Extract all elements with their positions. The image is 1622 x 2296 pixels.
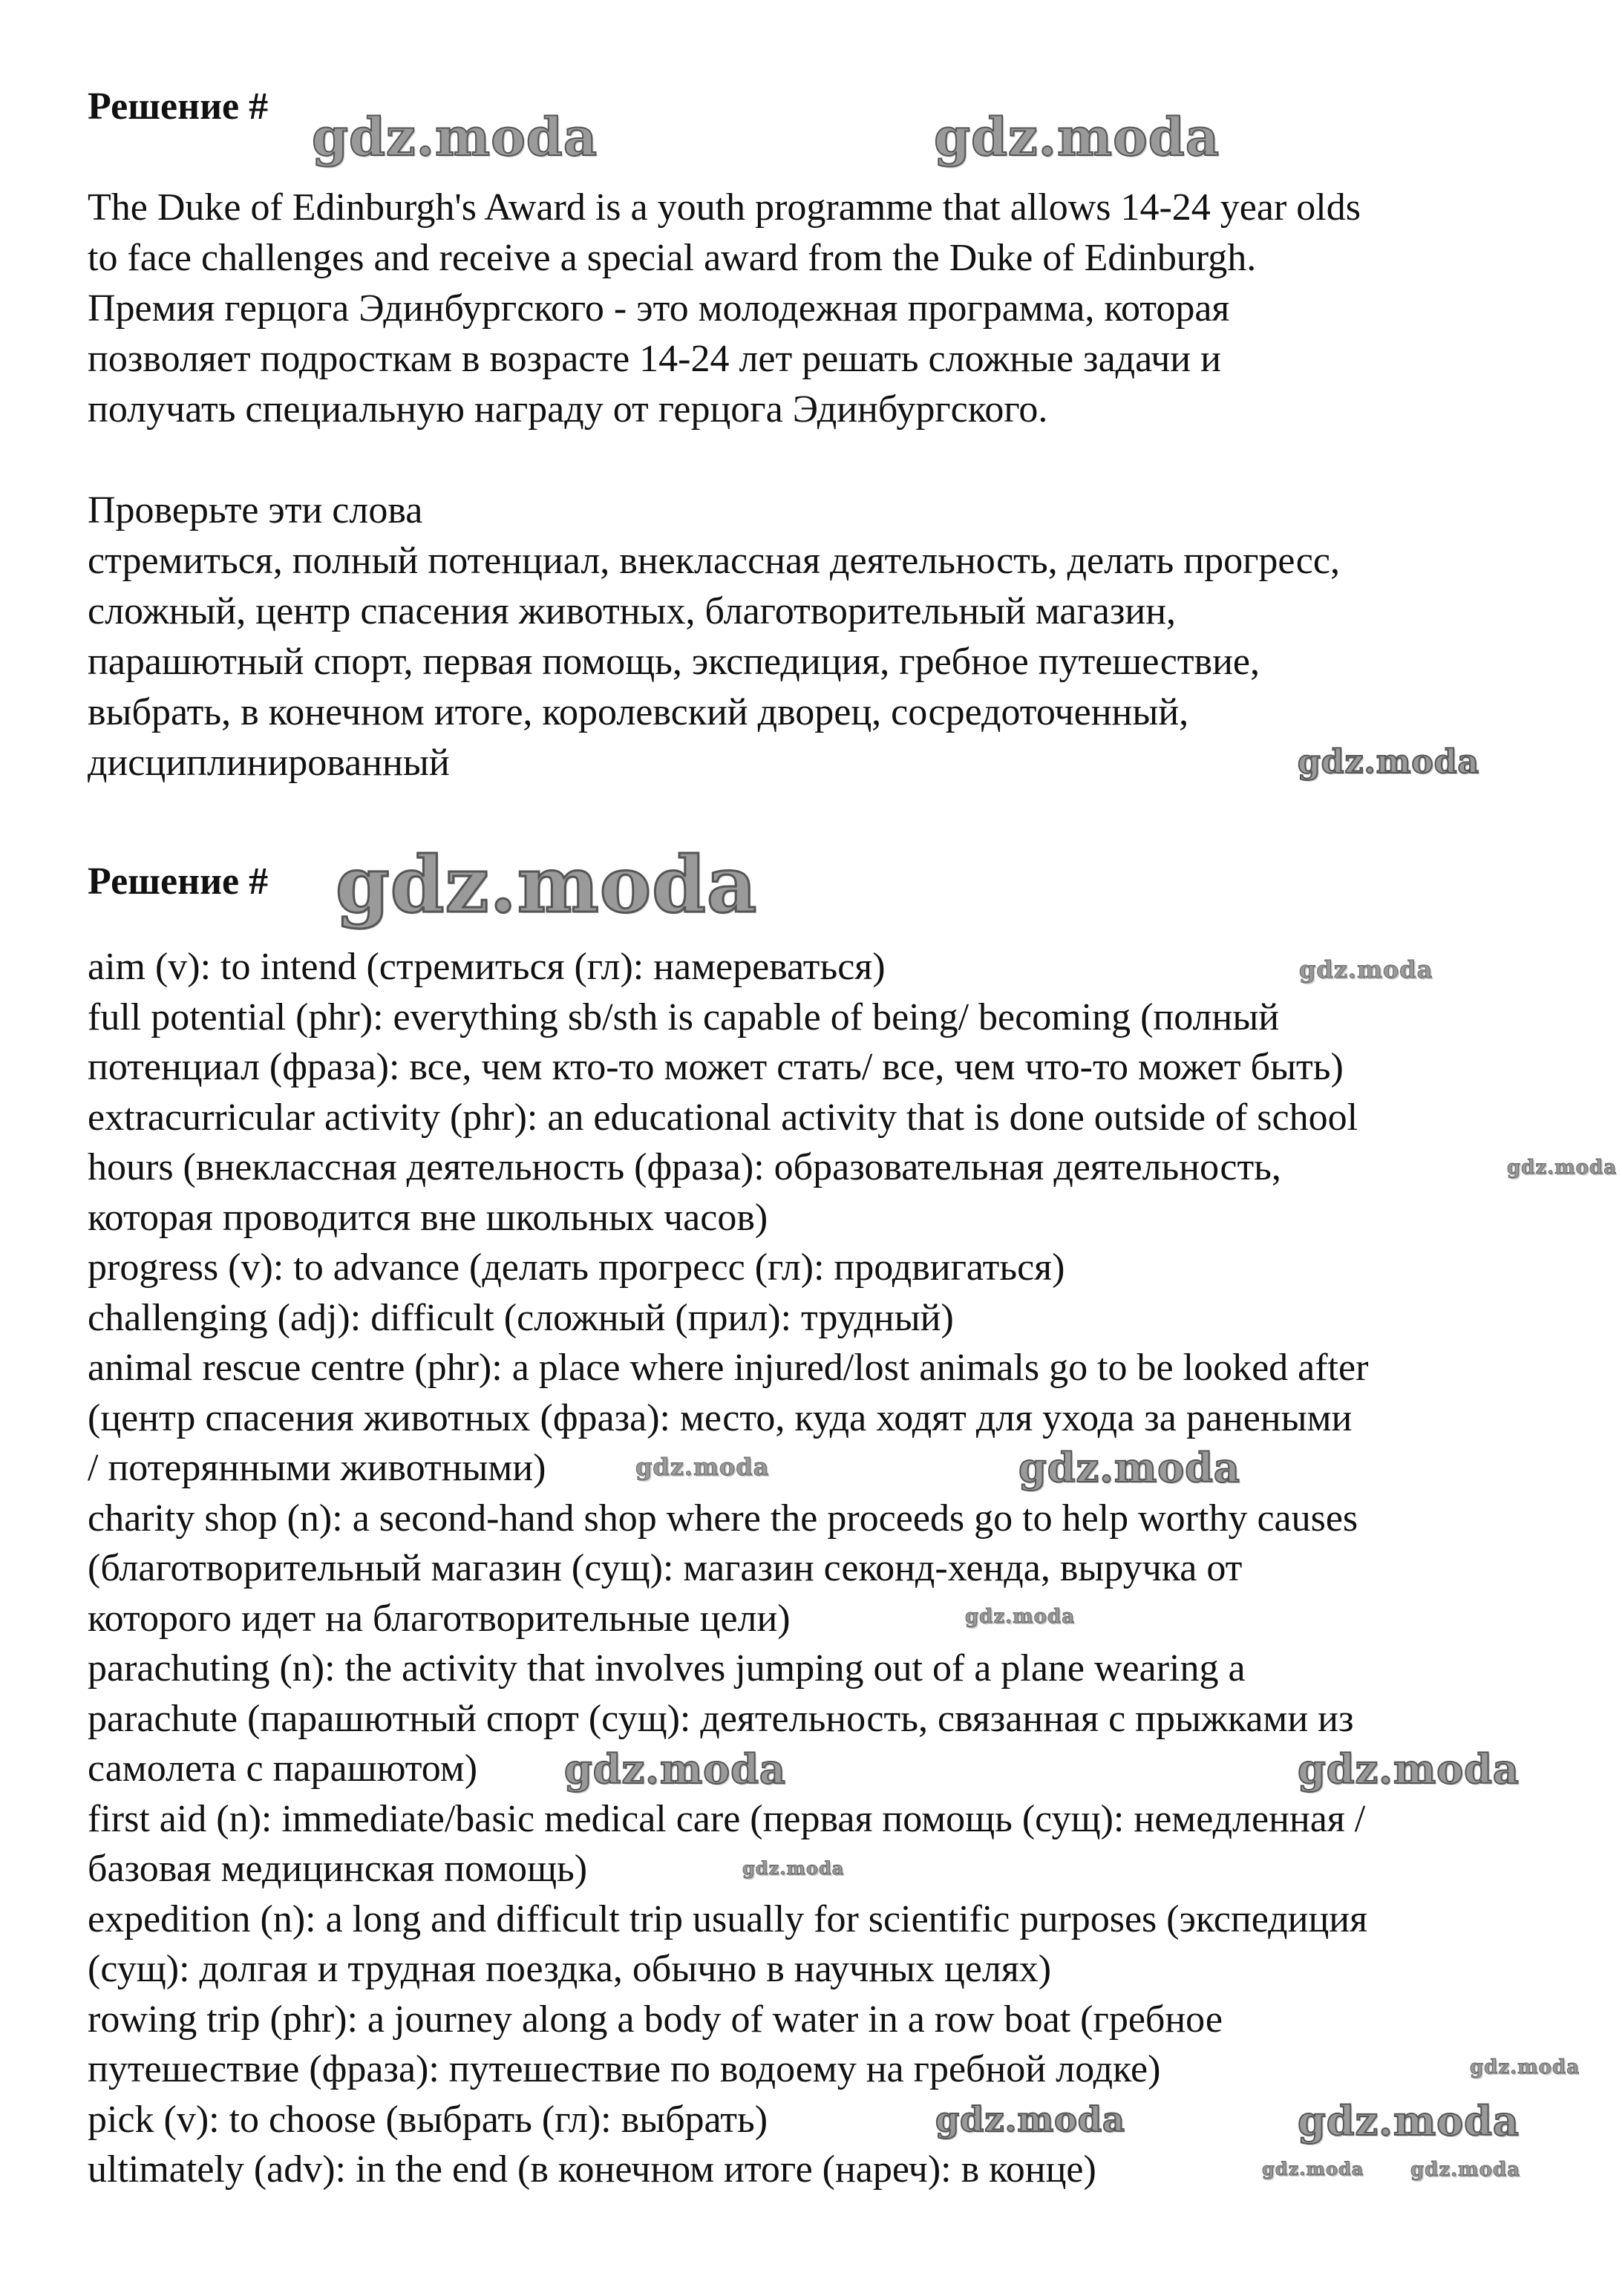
text-line: самолета с парашютом) — [88, 1747, 478, 1790]
watermark: gdz.moda — [1298, 743, 1480, 781]
text-line: expedition (n): a long and difficult trip usually for scientific purposes (экспедиция — [88, 1897, 1368, 1940]
text-line: parachuting (n): the activity that involves jumping out of a plane wearing a — [88, 1647, 1246, 1690]
watermark: gdz.moda — [1262, 2158, 1364, 2179]
text-line: / потерянными животными) — [88, 1447, 546, 1489]
watermark: gdz.moda — [1410, 2159, 1521, 2181]
watermark: gdz.moda — [564, 1745, 786, 1793]
text-line: выбрать, в конечном итоге, королевский дворец, сосредоточенный, — [88, 691, 1189, 733]
section-2-lines — [88, 942, 1602, 2195]
text-line: full potential (phr): everything sb/sth is capable of being/ becoming (полный — [88, 995, 1280, 1039]
text-line: Премия герцога Эдинбургского - это молодежная программа, которая — [88, 287, 1230, 330]
text-line: позволяет подросткам в возрасте 14-24 лет решать сложные задачи и — [88, 338, 1221, 380]
text-line: animal rescue centre (phr): a place where injured/lost animals go to be looked after — [88, 1347, 1369, 1389]
text-line: to face challenges and receive a special award from the Duke of Edinburgh. — [88, 237, 1257, 279]
watermark: gdz.moda — [1298, 2097, 1520, 2145]
text-line: hours (внеклассная деятельность (фраза): образовательная деятельность, — [88, 1146, 1281, 1188]
text-line: The Duke of Edinburgh's Award is a youth programme that allows 14-24 year olds — [88, 186, 1361, 229]
text-line: получать специальную награду от герцога Эдинбургского. — [88, 388, 1048, 431]
text-line: extracurricular activity (phr): an educational activity that is done outside of school — [88, 1096, 1358, 1139]
section-1-lines — [88, 183, 1602, 788]
text-line: которого идет на благотворительные цели) — [88, 1597, 791, 1640]
section-heading: Решение # — [88, 85, 269, 128]
text-line: (центр спасения животных (фраза): место, куда ходят для ухода за ранеными — [88, 1396, 1353, 1439]
watermark: gdz.moda — [965, 1606, 1076, 1628]
watermark: gdz.moda — [1470, 2056, 1580, 2078]
text-line: сложный, центр спасения животных, благотворительный магазин, — [88, 590, 1177, 632]
solution-section-2 — [88, 857, 1602, 2195]
text-line: (благотворительный магазин (сущ): магазин секонд-хенда, выручка от — [88, 1547, 1243, 1589]
watermark: gdz.moda — [935, 2099, 1125, 2139]
text-line: progress (v): to advance (делать прогресс (гл): продвигаться) — [88, 1246, 1065, 1289]
section-heading: Решение # — [88, 860, 269, 903]
text-line: (сущ): долгая и трудная поездка, обычно в научных целях) — [88, 1948, 1052, 1990]
watermark: gdz.moda — [336, 839, 758, 930]
text-line: pick (v): to choose (выбрать (гл): выбрать) — [88, 2098, 768, 2141]
watermark: gdz.moda — [742, 1857, 845, 1879]
text-line: Проверьте эти слова — [88, 489, 423, 532]
text-line: которая проводится вне школьных часов) — [88, 1196, 768, 1239]
text-line: потенциал (фраза): все, чем кто-то может стать/ все, чем что-то может быть) — [88, 1046, 1344, 1088]
text-line: стремиться, полный потенциал, внеклассная деятельность, делать прогресс, — [88, 540, 1340, 582]
text-line: базовая медицинская помощь) — [88, 1848, 588, 1890]
text-line: parachute (парашютный спорт (сущ): деятельность, связанная с прыжками из — [88, 1697, 1354, 1740]
text-line: first aid (n): immediate/basic medical care (первая помощь (сущ): немедленная / — [88, 1797, 1366, 1840]
watermark: gdz.moda — [1299, 955, 1433, 984]
watermark: gdz.moda — [635, 1453, 770, 1481]
text-line: rowing trip (phr): a journey along a body of water in a row boat (гребное — [88, 1998, 1223, 2041]
text-line: charity shop (n): a second-hand shop where the proceeds go to help worthy causes — [88, 1497, 1358, 1540]
text-line: aim (v): to intend (стремиться (гл): намереваться) — [88, 946, 886, 988]
text-line: путешествие (фраза): путешествие по водоему на гребной лодке) — [88, 2048, 1161, 2090]
text-line: ultimately (adv): in the end (в конечном итоге (нареч): в конце) — [88, 2148, 1096, 2191]
text-line: challenging (adj): difficult (сложный (прил): трудный) — [88, 1296, 954, 1339]
watermark: gdz.moda — [1507, 1157, 1618, 1179]
watermark: gdz.moda — [312, 106, 598, 168]
text-line: парашютный спорт, первая помощь, экспедиция, гребное путешествие, — [88, 641, 1260, 683]
watermark: gdz.moda — [1298, 1745, 1520, 1793]
watermark: gdz.moda — [1018, 1444, 1240, 1491]
text-line: дисциплинированный — [88, 742, 450, 784]
watermark: gdz.moda — [934, 106, 1220, 168]
solution-section-1 — [88, 82, 1602, 788]
